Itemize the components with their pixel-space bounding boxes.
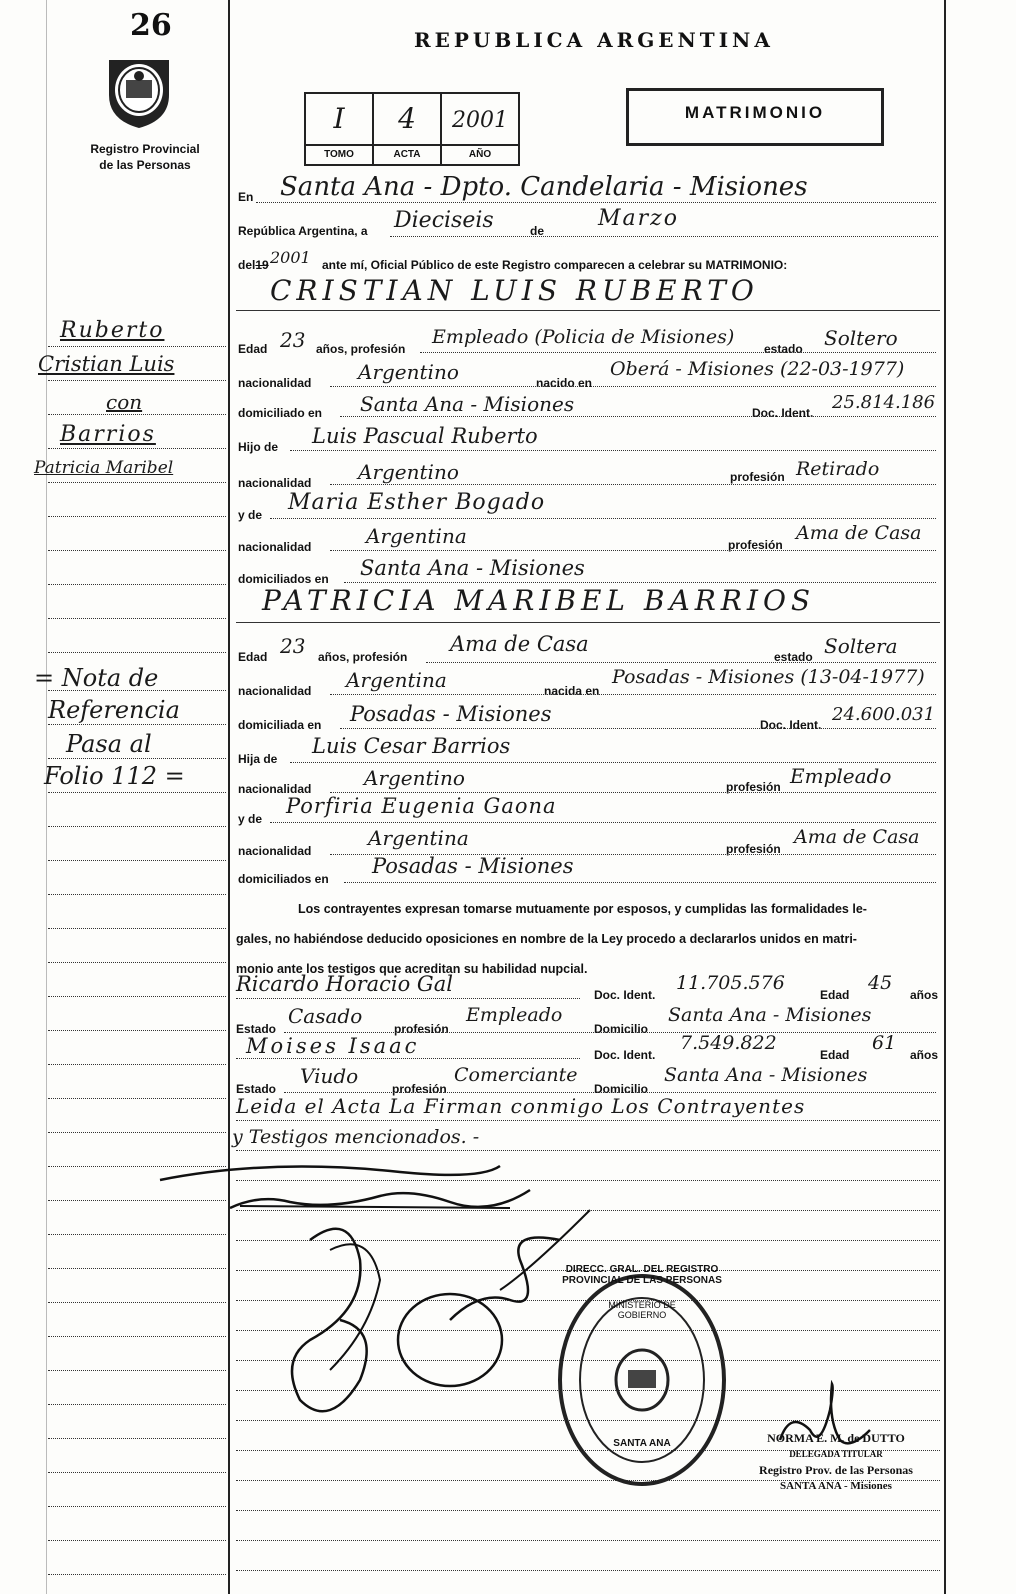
record-id-boxes <box>304 92 520 166</box>
margin-line <box>48 448 226 449</box>
bride-father-nationality: Argentino <box>364 766 465 790</box>
groom-hijo-label: Hijo de <box>238 440 279 454</box>
margin-line <box>48 584 226 585</box>
groom-estado-label: estado <box>764 342 803 356</box>
bride-row6-line <box>270 822 936 823</box>
groom-row3-line <box>340 416 936 417</box>
bride-fprof-label: profesión <box>726 780 781 794</box>
margin-line <box>48 826 226 827</box>
margin-note-line-1: = Nota de <box>34 664 159 692</box>
groom-father-nationality: Argentino <box>358 460 459 484</box>
official-block <box>736 1430 936 1494</box>
bride-yde-label: y de <box>238 812 263 826</box>
bride-fnac-label: nacionalidad <box>238 782 312 796</box>
groom-doc-label: Doc. Ident. <box>752 406 814 420</box>
witness2-edad-label: Edad <box>820 1048 850 1062</box>
declaration-line-2: gales, no habiéndose deducido oposiciones en nombre de la Ley procedo a declararlos unidos en matri- <box>236 932 857 946</box>
bride-edad-label: Edad <box>238 650 268 664</box>
groom-yde-label: y de <box>238 508 263 522</box>
witness2-age: 61 <box>872 1032 897 1054</box>
margin-surname-groom: Ruberto <box>60 318 165 343</box>
groom-name-line <box>236 310 940 311</box>
witness1-estado: Casado <box>288 1004 363 1028</box>
witness2-profession: Comerciante <box>454 1064 578 1086</box>
official-stamp <box>552 1264 732 1495</box>
witness1-row2-line <box>284 1032 936 1033</box>
margin-line <box>48 550 226 551</box>
margin-line <box>48 1370 226 1371</box>
margin-rule <box>228 0 230 1594</box>
witness1-doc: 11.705.576 <box>676 972 785 994</box>
republica-label: República Argentina, a <box>238 224 368 238</box>
margin-line <box>48 1540 226 1541</box>
margin-line <box>48 1268 226 1269</box>
groom-row1-line <box>420 352 936 353</box>
witness1-profession: Empleado <box>466 1004 563 1026</box>
groom-row2-line <box>330 386 936 387</box>
witness2-prof-label: profesión <box>392 1082 447 1096</box>
groom-dom-label: domiciliado en <box>238 406 323 420</box>
official-org: Registro Prov. de las Personas <box>759 1463 913 1477</box>
margin-line <box>48 1472 226 1473</box>
margin-line <box>48 962 226 963</box>
bride-name-line <box>236 622 940 623</box>
bride-pdom-label: domiciliados en <box>238 872 329 886</box>
witness2-name-line <box>236 1058 580 1059</box>
margin-line <box>48 1064 226 1065</box>
bride-estado-label: estado <box>774 650 813 664</box>
margin-line <box>48 618 226 619</box>
groom-prof-label: años, profesión <box>316 342 406 356</box>
margin-line <box>48 1404 226 1405</box>
bride-mnac-label: nacionalidad <box>238 844 312 858</box>
groom-mnac-label: nacionalidad <box>238 540 312 554</box>
witness2-estado: Viudo <box>300 1064 359 1088</box>
groom-fnac-label: nacionalidad <box>238 476 312 490</box>
stamp-text: DIRECC. GRAL. DEL REGISTRO PROVINCIAL DE LAS PERSONAS <box>562 1264 722 1286</box>
margin-line <box>48 380 226 381</box>
margin-name-bride: Patricia Maribel <box>34 458 174 478</box>
margin-line <box>48 1200 226 1201</box>
blank-line <box>236 1540 940 1541</box>
declaration-text <box>236 894 942 984</box>
witness1-name: Ricardo Horacio Gal <box>236 972 453 996</box>
margin-line <box>48 758 226 759</box>
bride-row1-line <box>426 662 936 663</box>
groom-row7-line <box>330 550 936 551</box>
bride-nationality: Argentina <box>346 668 447 692</box>
groom-row4-line <box>290 450 936 451</box>
margin-line <box>48 516 226 517</box>
groom-birthplace: Oberá - Misiones (22-03-1977) <box>610 358 905 380</box>
bride-row2-line <box>330 694 936 695</box>
groom-mprof-label: profesión <box>728 538 783 552</box>
margin-line <box>48 1506 226 1507</box>
groom-father: Luis Pascual Ruberto <box>312 424 538 448</box>
groom-edad-label: Edad <box>238 342 268 356</box>
official-title: DELEGADA TITULAR <box>789 1449 883 1459</box>
margin-line <box>48 1030 226 1031</box>
groom-father-profession: Retirado <box>796 458 880 480</box>
day-value: Dieciseis <box>394 208 494 233</box>
margin-line <box>48 724 226 725</box>
margin-line <box>48 482 226 483</box>
page-number: 26 <box>130 8 172 43</box>
registry-name: Registro Provincial de las Personas <box>90 142 200 172</box>
blank-line <box>236 1570 940 1571</box>
witness2-domicile: Santa Ana - Misiones <box>664 1064 868 1086</box>
del-label: del19 <box>238 258 269 272</box>
witness1-prof-label: profesión <box>394 1022 449 1036</box>
witness2-estado-label: Estado <box>236 1082 277 1096</box>
bride-domicile: Posadas - Misiones <box>350 702 552 726</box>
witness2-anos-label: años <box>910 1048 939 1062</box>
official-place: SANTA ANA - Misiones <box>780 1480 892 1492</box>
de-label: de <box>530 224 545 238</box>
groom-mother-profession: Ama de Casa <box>796 522 922 544</box>
witness1-estado-label: Estado <box>236 1022 277 1036</box>
bride-row3-line <box>340 728 936 729</box>
place-value: Santa Ana - Dpto. Candelaria - Misiones <box>280 172 808 202</box>
groom-estado: Soltero <box>824 326 898 350</box>
margin-line <box>48 1574 226 1575</box>
witness2-dom-label: Domicilio <box>594 1082 649 1096</box>
witness1-dom-label: Domicilio <box>594 1022 649 1036</box>
margin-line <box>48 1098 226 1099</box>
tomo-cell: I TOMO <box>306 94 374 164</box>
margin-line <box>48 1234 226 1235</box>
year-value: 2001 <box>270 248 311 267</box>
margin-line <box>48 1438 226 1439</box>
witness1-doc-label: Doc. Ident. <box>594 988 656 1002</box>
witness1-name-line <box>236 998 580 999</box>
date-line <box>390 236 938 237</box>
witness2-row2-line <box>284 1092 936 1093</box>
blank-line <box>236 1510 940 1511</box>
bride-mother-nationality: Argentina <box>368 826 469 850</box>
closing-line-1: Leida el Acta La Firman conmigo Los Contrayentes <box>236 1094 806 1118</box>
bride-prof-label: años, profesión <box>318 650 408 664</box>
statement-text: ante mí, Oficial Público de este Registro comparecen a celebrar su MATRIMONIO: <box>322 258 788 272</box>
bride-name: PATRICIA MARIBEL BARRIOS <box>262 584 816 617</box>
bride-row4-line <box>290 762 936 763</box>
bride-dom-label: domiciliada en <box>238 718 322 732</box>
groom-domicile: Santa Ana - Misiones <box>360 392 575 416</box>
witness2-doc-label: Doc. Ident. <box>594 1048 656 1062</box>
place-line <box>256 202 936 203</box>
bride-birthplace: Posadas - Misiones (13-04-1977) <box>612 666 925 688</box>
bride-doc: 24.600.031 <box>832 704 936 725</box>
bride-mother-profession: Ama de Casa <box>794 826 920 848</box>
declaration-line-3: monio ante los testigos que acreditan su habilidad nupcial. <box>236 962 588 976</box>
margin-line <box>48 1336 226 1337</box>
margin-line <box>48 690 226 691</box>
witness1-edad-label: Edad <box>820 988 850 1002</box>
margin-line <box>48 996 226 997</box>
bride-mprof-label: profesión <box>726 842 781 856</box>
bride-nacida-label: nacida en <box>544 684 600 698</box>
margin-line <box>48 792 226 793</box>
margin-con: con <box>106 390 143 414</box>
groom-fprof-label: profesión <box>730 470 785 484</box>
en-label: En <box>238 190 254 204</box>
groom-doc: 25.814.186 <box>832 392 936 413</box>
groom-nationality: Argentino <box>358 360 459 384</box>
anio-cell: 2001 AÑO <box>442 94 518 164</box>
margin-name-groom: Cristian Luis <box>38 352 175 376</box>
margin-line <box>48 928 226 929</box>
declaration-line-1: Los contrayentes expresan tomarse mutuamente por esposos, y cumplidas las formalidades le- <box>298 902 867 916</box>
bride-nac-label: nacionalidad <box>238 684 312 698</box>
bride-father-profession: Empleado <box>790 764 892 788</box>
margin-line <box>48 894 226 895</box>
official-name: NORMA E. M. de DUTTO <box>767 1431 905 1445</box>
groom-row6-line <box>270 518 936 519</box>
margin-line <box>48 346 226 347</box>
right-border <box>944 0 946 1594</box>
groom-mother-nationality: Argentina <box>366 524 467 548</box>
witness1-anos-label: años <box>910 988 939 1002</box>
margin-line <box>48 1132 226 1133</box>
groom-profession: Empleado (Policia de Misiones) <box>432 326 735 348</box>
margin-line <box>48 1302 226 1303</box>
closing-line-2: y Testigos mencionados. - <box>232 1126 480 1148</box>
groom-nac-label: nacionalidad <box>238 376 312 390</box>
bride-estado: Soltera <box>824 634 898 658</box>
margin-note-line-2: Referencia <box>48 696 180 724</box>
stamp-inner-text: MINISTERIO DE GOBIERNO <box>608 1300 676 1320</box>
document-type: MATRIMONIO <box>626 88 884 146</box>
groom-age: 23 <box>280 328 306 352</box>
margin-line <box>48 652 226 653</box>
bride-doc-label: Doc. Ident. <box>760 718 822 732</box>
groom-parents-domicile: Santa Ana - Misiones <box>360 556 585 580</box>
groom-row5-line <box>330 484 936 485</box>
margin-note-line-4: Folio 112 = <box>44 762 185 790</box>
registry-seal-icon <box>104 50 174 135</box>
witness2-name: Moises Isaac <box>246 1034 420 1058</box>
acta-cell: 4 ACTA <box>374 94 442 164</box>
country-title: REPUBLICA ARGENTINA <box>414 28 774 52</box>
bride-age: 23 <box>280 634 306 658</box>
bride-father: Luis Cesar Barrios <box>312 734 511 758</box>
bride-parents-domicile: Posadas - Misiones <box>372 854 574 878</box>
groom-pdom-label: domiciliados en <box>238 572 329 586</box>
margin-line <box>48 414 226 415</box>
month-value: Marzo <box>598 206 679 231</box>
groom-name: CRISTIAN LUIS RUBERTO <box>270 274 759 307</box>
witness2-doc: 7.549.822 <box>680 1032 777 1054</box>
bride-row5-line <box>330 792 936 793</box>
stamp-city: SANTA ANA <box>613 1438 671 1449</box>
groom-row8-line <box>344 582 936 583</box>
closing-line-1-rule <box>236 1120 940 1121</box>
witness1-domicile: Santa Ana - Misiones <box>668 1004 872 1026</box>
witness1-age: 45 <box>868 972 893 994</box>
margin-note-line-3: Pasa al <box>66 730 152 758</box>
bride-profession: Ama de Casa <box>450 632 589 656</box>
margin-surname-bride: Barrios <box>60 422 156 447</box>
left-border <box>46 0 47 1594</box>
bride-mother: Porfiria Eugenia Gaona <box>286 794 557 818</box>
groom-mother: Maria Esther Bogado <box>288 490 546 515</box>
margin-line <box>48 860 226 861</box>
bride-hija-label: Hija de <box>238 752 278 766</box>
margin-line <box>48 1166 226 1167</box>
bride-row8-line <box>344 882 936 883</box>
groom-nacido-label: nacido en <box>536 376 593 390</box>
